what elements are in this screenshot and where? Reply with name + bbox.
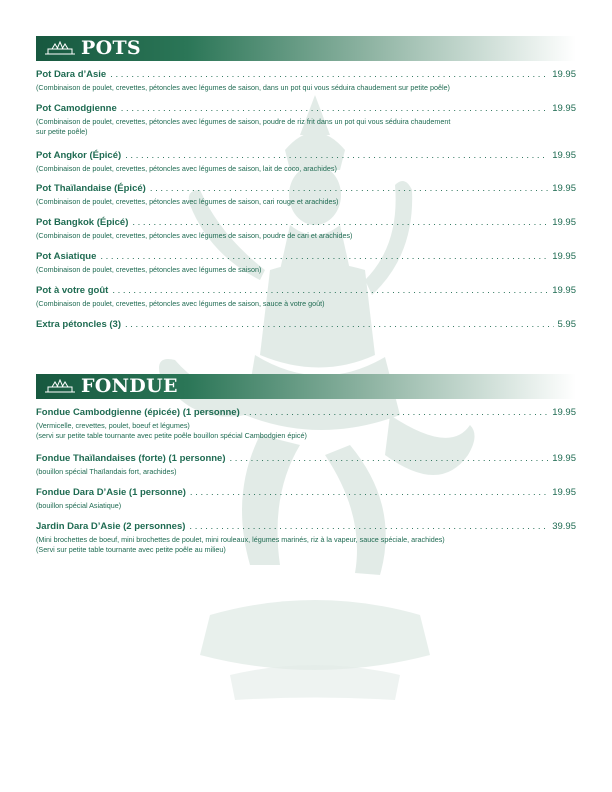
section-banner [36,374,576,399]
section-title: FONDUE [81,375,178,397]
item-description: (Mini brochettes de boeuf, mini brochettes de poulet, mini rouleaux, légumes marinés, riz à la vapeur, sauce spéciale, arachides) (Servi sur petite table tournante avec petite poêle au milieu) [36,535,445,554]
dot-leader [132,217,548,229]
item-description: (bouillon spécial Asiatique) [36,501,122,510]
menu-item [36,407,576,441]
item-price: 19.95 [552,183,576,194]
item-description: (Combinaison de poulet, crevettes, pétoncles avec légumes de saison, cari rouge et arachides) [36,197,339,206]
item-price: 19.95 [552,150,576,161]
item-description: (Combinaison de poulet, crevettes, pétoncles avec légumes de saison) [36,265,262,274]
dot-leader [244,407,548,419]
dot-leader [121,103,548,115]
item-price: 19.95 [552,69,576,80]
dot-leader [100,251,548,263]
item-name: Fondue Dara D’Asie (1 personne) [36,487,186,498]
dot-leader [110,69,548,81]
item-name: Jardin Dara D’Asie (2 personnes) [36,521,186,532]
item-name: Pot Bangkok (Épicé) [36,217,129,228]
item-name: Pot Angkor (Épicé) [36,150,122,161]
dot-leader [189,521,548,533]
item-price: 19.95 [552,453,576,464]
menu-item [36,487,576,511]
item-name: Pot Dara d’Asie [36,69,107,80]
dot-leader [125,319,554,331]
menu-item [36,103,576,137]
item-description: (Combinaison de poulet, crevettes, pétoncles avec légumes de saison, lait de coco, arachides) [36,164,337,173]
item-name: Fondue Cambodgienne (épicée) (1 personne) [36,407,240,418]
item-name: Pot Asiatique [36,251,97,262]
item-name: Pot à votre goût [36,285,109,296]
menu-item [36,69,576,93]
section-banner [36,36,576,61]
item-description: (Combinaison de poulet, crevettes, pétoncles avec légumes de saison, poudre de riz frit dans un pot qui vous séduira chaudement sur petite poêle) [36,117,451,136]
item-price: 39.95 [552,521,576,532]
item-description: (Combinaison de poulet, crevettes, pétoncles avec légumes de saison, dans un pot qui vous séduira chaudement sur petite poêle) [36,83,450,92]
menu-item [36,251,576,275]
temple-emblem-icon [43,41,77,56]
menu-item [36,453,576,477]
menu-item [36,183,576,207]
item-name: Fondue Thaïlandaises (forte) (1 personne) [36,453,226,464]
item-name: Extra pétoncles (3) [36,319,121,330]
dot-leader [125,150,548,162]
item-price: 19.95 [552,407,576,418]
menu-item [36,150,576,174]
item-description: (Combinaison de poulet, crevettes, pétoncles avec légumes de saison, poudre de cari et arachides) [36,231,353,240]
menu-item [36,521,576,555]
item-price: 19.95 [552,217,576,228]
menu-item [36,319,576,331]
section-pots [36,36,576,61]
dot-leader [230,453,549,465]
item-description: (Combinaison de poulet, crevettes, pétoncles avec légumes de saison, sauce à votre goût) [36,299,325,308]
item-description: (bouillon spécial Thaïlandais fort, arachides) [36,467,177,476]
item-price: 5.95 [557,319,576,330]
dot-leader [150,183,548,195]
section-fondue [36,374,576,399]
item-name: Pot Camodgienne [36,103,117,114]
menu-item [36,217,576,241]
section-title: POTS [81,37,141,59]
item-name: Pot Thaïlandaise (Épicé) [36,183,146,194]
item-price: 19.95 [552,285,576,296]
dot-leader [190,487,548,499]
item-price: 19.95 [552,251,576,262]
item-price: 19.95 [552,487,576,498]
item-description: (Vermicelle, crevettes, poulet, boeuf et légumes) (servi sur petite table tournante avec petite poêle bouillon spécial Cambodgien épicé) [36,421,307,440]
dot-leader [112,285,548,297]
temple-emblem-icon [43,379,77,394]
menu-item [36,285,576,309]
item-price: 19.95 [552,103,576,114]
